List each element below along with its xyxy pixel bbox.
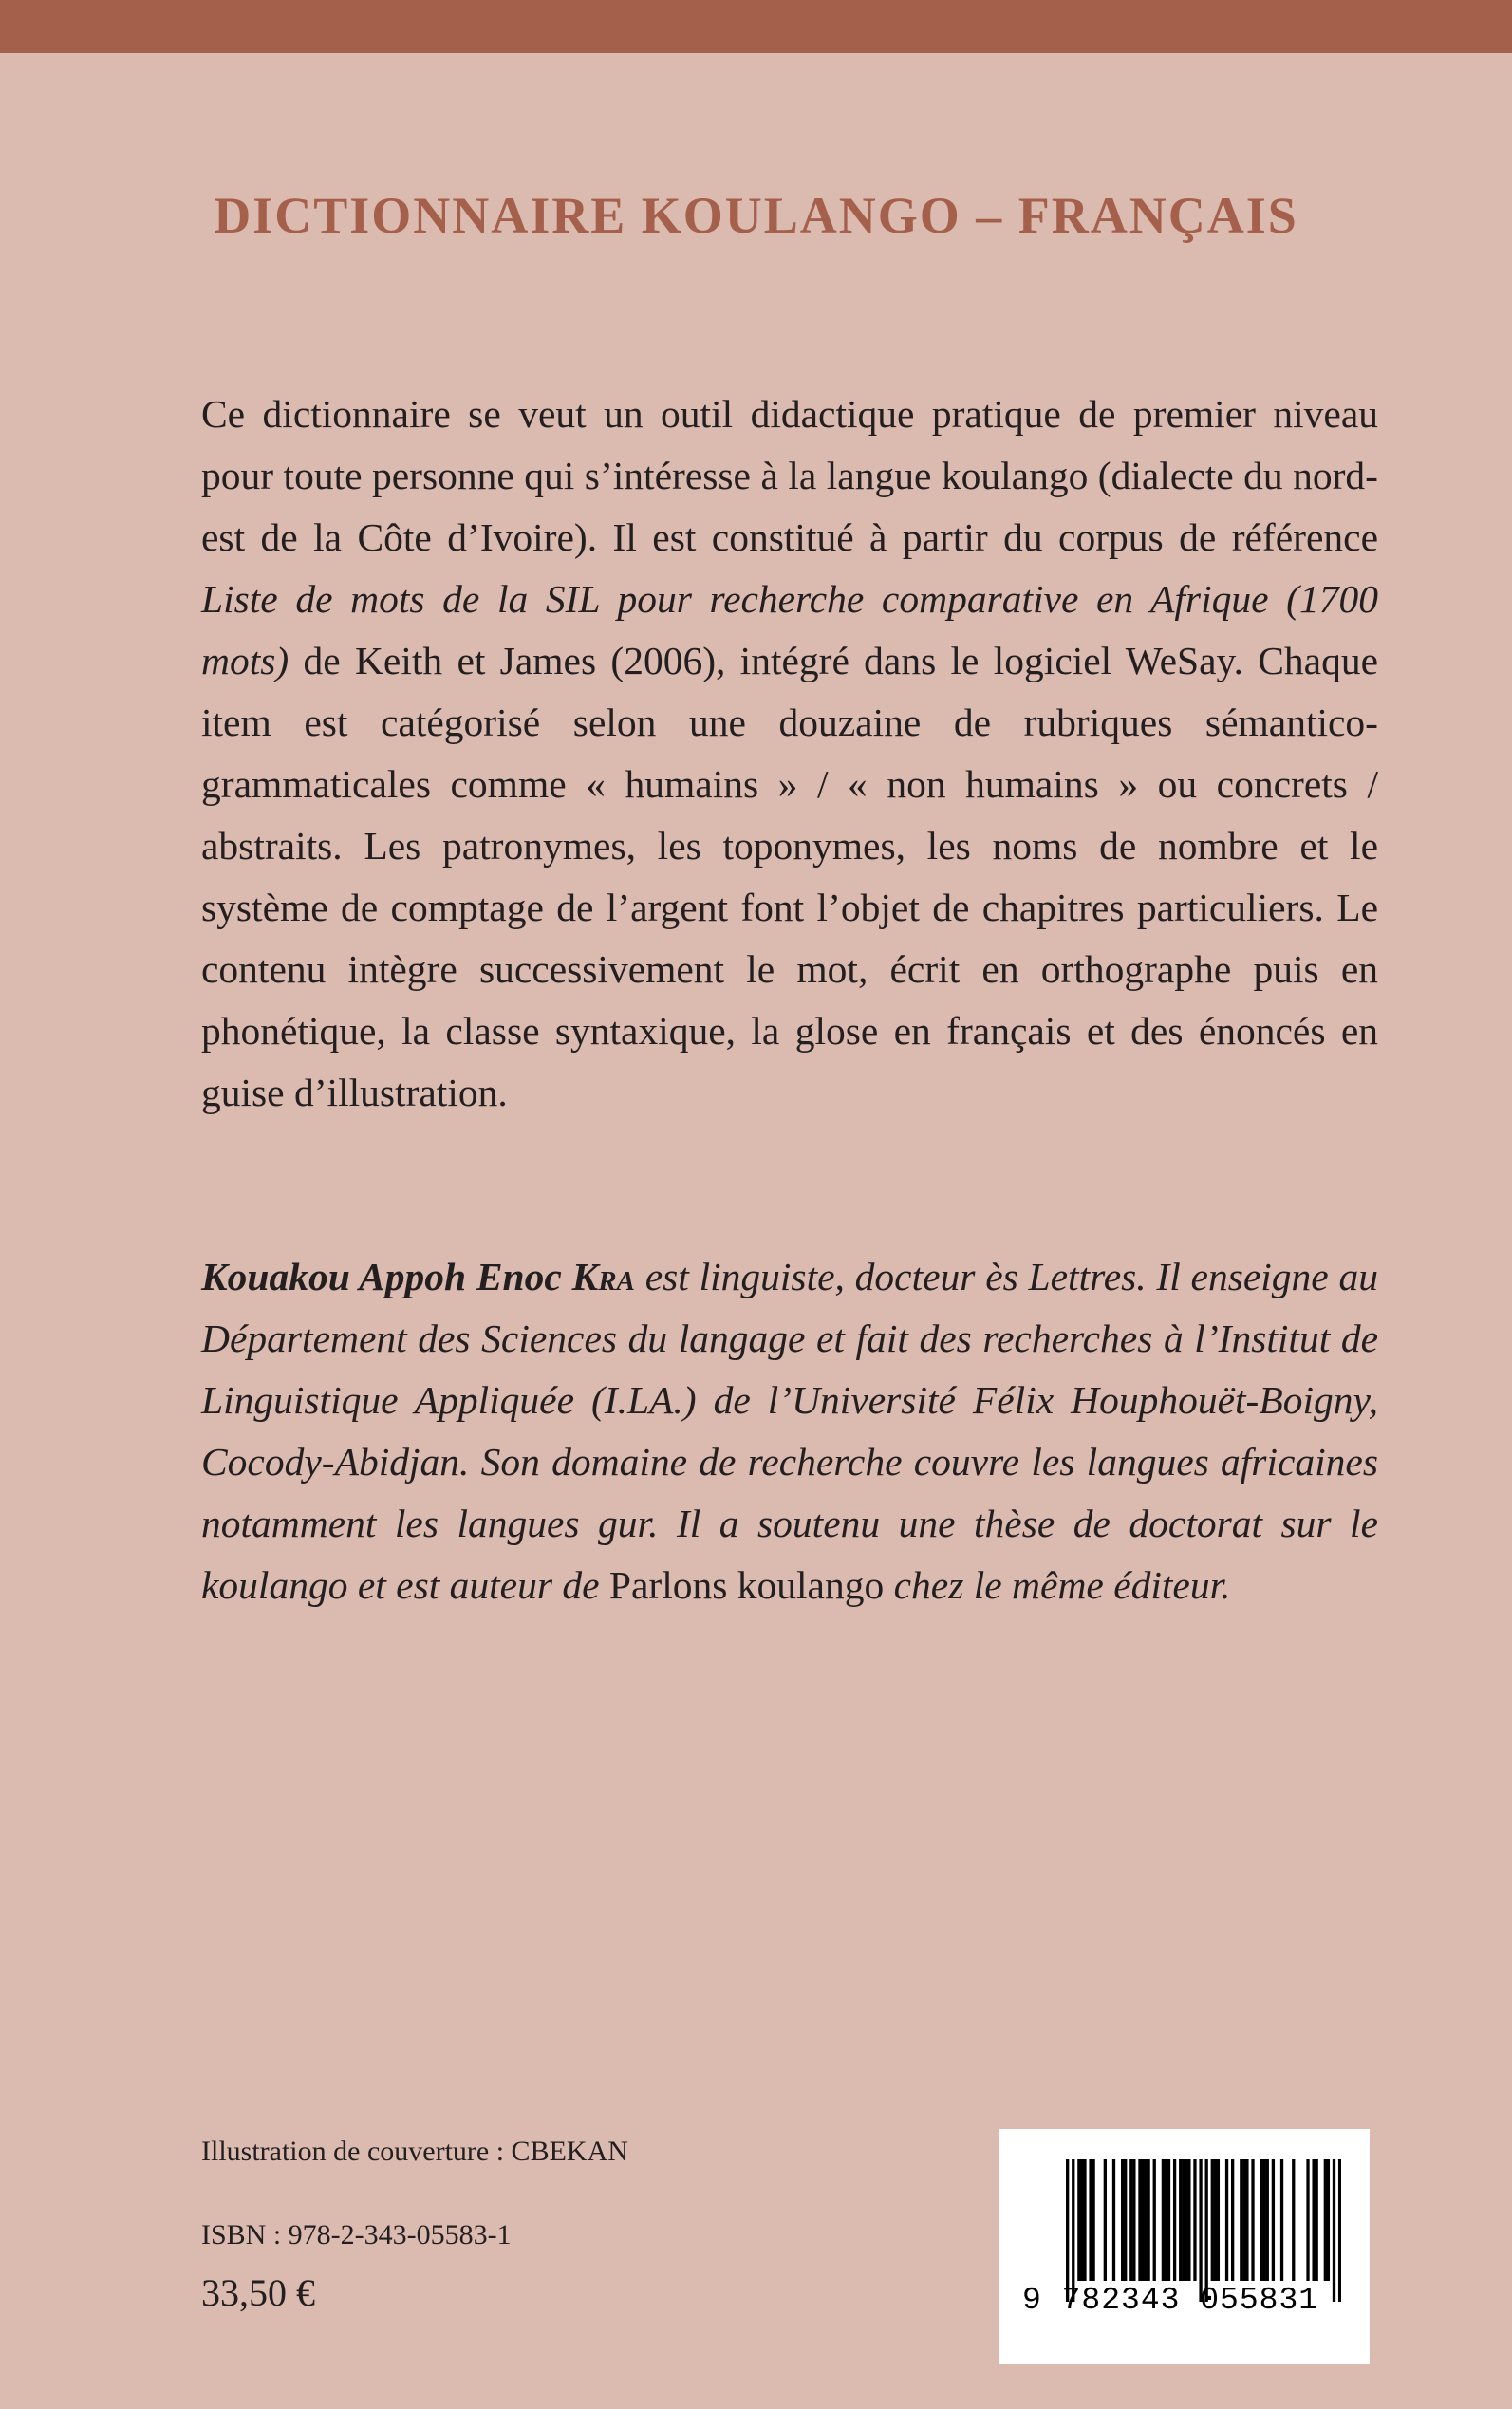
cover-illustration-credit: Illustration de couverture : CBEKAN (201, 2136, 628, 2167)
author-surname: Kra (571, 1255, 635, 1298)
barcode-bar (1077, 2159, 1080, 2281)
summary-paragraph (201, 383, 1378, 1124)
barcode-bar (1185, 2159, 1187, 2281)
barcode-bar (1306, 2159, 1309, 2281)
barcode-bar (1092, 2159, 1094, 2281)
barcode-digits: 9 782343 055831 (1022, 2283, 1319, 2318)
barcode-bar (1231, 2159, 1234, 2281)
barcode-bar (1124, 2159, 1127, 2281)
barcode-bar (1089, 2159, 1092, 2281)
barcode-bar (1272, 2159, 1275, 2281)
author-other-book-title: Parlons koulango (608, 1563, 885, 1607)
barcode-bar (1316, 2159, 1318, 2281)
barcode-bar (1338, 2159, 1341, 2302)
barcode-bar (1179, 2159, 1182, 2281)
barcode-panel (999, 2129, 1370, 2364)
barcode-bar (1280, 2159, 1283, 2281)
barcode-bar (1327, 2159, 1330, 2281)
barcode-bar (1066, 2159, 1069, 2302)
barcode-bar (1205, 2159, 1208, 2302)
barcode-bar (1162, 2159, 1165, 2281)
barcode-bar (1242, 2159, 1245, 2281)
barcode-bar (1141, 2159, 1144, 2281)
barcode-bar (1121, 2159, 1124, 2281)
isbn-text: ISBN : 978-2-343-05583-1 (201, 2219, 512, 2250)
top-color-band (0, 0, 1512, 53)
barcode-bar (1214, 2159, 1217, 2281)
summary-reference-title: Liste de mots de la SIL pour recherche comparative en Afrique (1700 mots) (201, 577, 1378, 682)
barcode-bar (1182, 2159, 1185, 2281)
price-text: 33,50 € (201, 2271, 315, 2314)
barcode-bar (1240, 2159, 1242, 2281)
barcode-bar (1187, 2159, 1190, 2281)
barcode-bar (1251, 2159, 1254, 2281)
barcode-bar (1333, 2159, 1335, 2302)
barcode-bar (1132, 2159, 1135, 2281)
summary-rest: de Keith et James (2006), intégré dans le logiciel WeSay. Chaque item est catégorisé selon une douzaine de rubriques sémantico-grammaticales comme « humains » / « non humains » ou concrets / abstraits. Les patronymes, les toponymes, les noms de nombre et le système de comptage de l’argent font l’objet de chapitres particuliers. Le contenu intègre successivement le mot, écrit en orthographe puis en phonétique, la classe syntaxique, la glose en français et des énoncés en guise d’illustration. (201, 639, 1378, 1114)
barcode-graphic (1066, 2159, 1341, 2302)
barcode-bar (1324, 2159, 1327, 2281)
barcode-bar (1245, 2159, 1248, 2281)
barcode-bar (1263, 2159, 1266, 2281)
barcode-bar (1144, 2159, 1147, 2281)
barcode-bar (1138, 2159, 1141, 2281)
barcode-bar (1129, 2159, 1132, 2281)
barcode-bar (1225, 2159, 1228, 2281)
author-bio-part1: est linguiste, docteur ès Lettres. Il enseigne au Département des Sciences du langage et fait des recherches à l’Institut de Linguistique Appliquée (I.LA.) de l’Université Félix Houphouët-Boigny, Cocody-Abidjan. Son domaine de recherche couvre les langues africaines notamment les langues gur. Il a soutenu une thèse de doctorat sur le koulango et est auteur de (201, 1255, 1378, 1607)
barcode-bar (1312, 2159, 1315, 2281)
barcode-bar (1072, 2159, 1074, 2302)
barcode-bar (1193, 2159, 1196, 2281)
summary-intro: Ce dictionnaire se veut un outil didactique pratique de premier niveau pour toute personne qui s’intéresse à la langue koulango (dialecte du nord-est de la Côte d’Ivoire). Il est constitué à partir du corpus de référence (201, 392, 1378, 559)
barcode-bar (1260, 2159, 1263, 2281)
author-bio-part2: chez le même éditeur. (884, 1563, 1231, 1607)
barcode-bar (1292, 2159, 1295, 2281)
barcode-bar (1104, 2159, 1107, 2281)
barcode-bar (1165, 2159, 1167, 2281)
barcode-bar (1167, 2159, 1170, 2281)
author-bio-paragraph (201, 1246, 1378, 1616)
book-title: DICTIONNAIRE KOULANGO – FRANÇAIS (214, 187, 1298, 244)
barcode-bar (1080, 2159, 1083, 2281)
barcode-bar (1199, 2159, 1202, 2302)
barcode-bar (1147, 2159, 1149, 2281)
barcode-bar (1217, 2159, 1220, 2281)
barcode-bar (1083, 2159, 1086, 2281)
barcode-bar (1266, 2159, 1269, 2281)
barcode-bar (1112, 2159, 1115, 2281)
barcode-bar (1153, 2159, 1156, 2281)
author-given-names: Kouakou Appoh Enoc (201, 1255, 562, 1298)
author-name (201, 1255, 635, 1298)
barcode-bar (1211, 2159, 1214, 2281)
barcode-bar (1173, 2159, 1176, 2281)
